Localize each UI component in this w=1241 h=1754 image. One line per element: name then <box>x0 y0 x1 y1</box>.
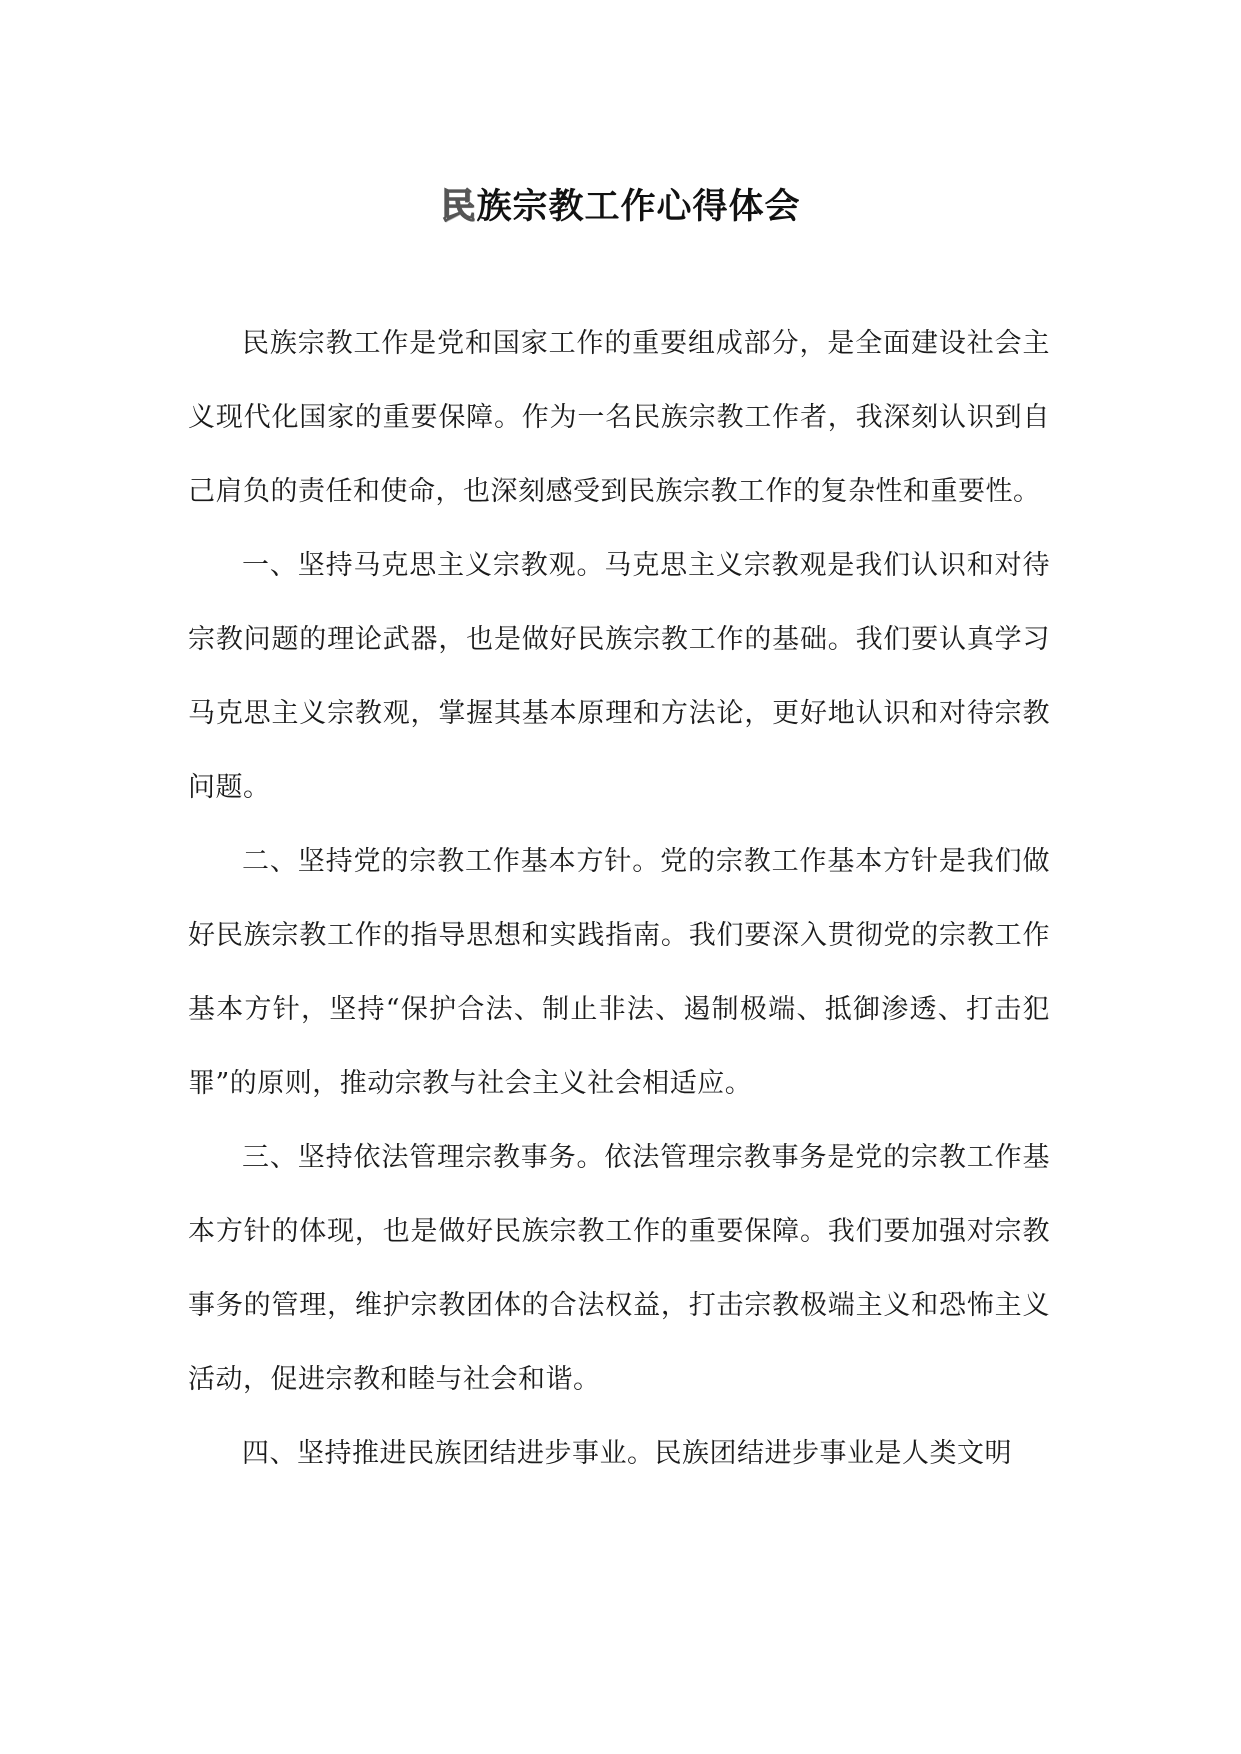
document-body <box>188 307 1050 1491</box>
document-title <box>0 182 1241 232</box>
paragraph-point-3: 三、坚持依法管理宗教事务。依法管理宗教事务是党的宗教工作基本方针的体现，也是做好民族宗教工作的重要保障。我们要加强对宗教事务的管理，维护宗教团体的合法权益，打击宗教极端主义和恐怖主义活动，促进宗教和睦与社会和谐。 <box>188 1142 1050 1395</box>
title-text: 族宗教工作心得体会 <box>476 186 801 227</box>
paragraph-point-1: 一、坚持马克思主义宗教观。马克思主义宗教观是我们认识和对待宗教问题的理论武器，也是做好民族宗教工作的基础。我们要认真学习马克思主义宗教观，掌握其基本原理和方法论，更好地认识和对待宗教问题。 <box>188 550 1050 803</box>
paragraph-intro: 民族宗教工作是党和国家工作的重要组成部分，是全面建设社会主义现代化国家的重要保障。作为一名民族宗教工作者，我深刻认识到自己肩负的责任和使命，也深刻感受到民族宗教工作的复杂性和重要性。 <box>188 328 1050 507</box>
paragraph-point-4: 四、坚持推进民族团结进步事业。民族团结进步事业是人类文明 <box>242 1438 1012 1469</box>
paragraph-point-2: 二、坚持党的宗教工作基本方针。党的宗教工作基本方针是我们做好民族宗教工作的指导思想和实践指南。我们要深入贯彻党的宗教工作基本方针，坚持“保护合法、制止非法、遏制极端、抵御渗透、打击犯罪”的原则，推动宗教与社会主义社会相适应。 <box>188 846 1050 1099</box>
title-first-char: 民 <box>440 186 477 227</box>
